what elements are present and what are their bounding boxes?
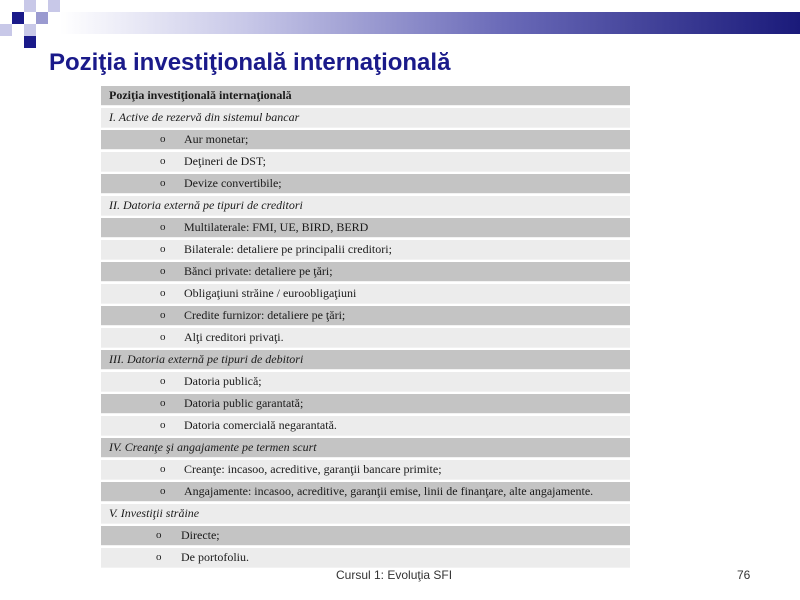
table-item-text: Devize convertibile; <box>184 176 282 190</box>
table-body <box>101 108 630 568</box>
bullet-icon: o <box>160 221 166 233</box>
bullet-icon: o <box>160 485 166 497</box>
table-item-row <box>101 174 630 194</box>
table-item-text: Deţineri de DST; <box>184 154 266 168</box>
bullet-icon: o <box>156 529 162 541</box>
table-item-text: Multilaterale: FMI, UE, BIRD, BERD <box>184 220 369 234</box>
table-item-text: Credite furnizor: detaliere pe ţări; <box>184 308 346 322</box>
table-section-row: III. Datoria externă pe tipuri de debitori <box>101 350 630 370</box>
bullet-icon: o <box>160 419 166 431</box>
table-section-row: II. Datoria externă pe tipuri de creditori <box>101 196 630 216</box>
bullet-icon: o <box>160 155 166 167</box>
table-item-text: Alţi creditori privaţi. <box>184 330 284 344</box>
bullet-icon: o <box>160 309 166 321</box>
bullet-icon: o <box>160 243 166 255</box>
table-header: Poziţia investiţională internaţională <box>101 86 630 106</box>
bullet-icon: o <box>160 397 166 409</box>
table-item-row <box>101 372 630 392</box>
table-section-row: I. Active de rezervă din sistemul bancar <box>101 108 630 128</box>
table-item-text: De portofoliu. <box>181 550 249 564</box>
bullet-icon: o <box>160 331 166 343</box>
table-item-text: Angajamente: incasoo, acreditive, garanţii emise, linii de finanţare, alte angajamente. <box>184 484 594 498</box>
table-item-text: Obligaţiuni străine / euroobligaţiuni <box>184 286 357 300</box>
bullet-icon: o <box>160 463 166 475</box>
table-item-text: Directe; <box>181 528 220 542</box>
table-item-text: Bilaterale: detaliere pe principalii creditori; <box>184 242 392 256</box>
table-item-row <box>101 130 630 150</box>
page-number: 76 <box>737 568 751 582</box>
table-item-text: Datoria comercială negarantată. <box>184 418 337 432</box>
table-section-row: IV. Creanţe şi angajamente pe termen scurt <box>101 438 630 458</box>
bullet-icon: o <box>160 133 166 145</box>
bullet-icon: o <box>160 287 166 299</box>
header-gradient-bar <box>60 12 800 34</box>
table-item-text: Creanţe: incasoo, acreditive, garanţii bancare primite; <box>184 462 442 476</box>
table-item-row <box>101 152 630 172</box>
bullet-icon: o <box>160 375 166 387</box>
table-item-row <box>101 218 630 238</box>
table-item-row <box>101 548 630 568</box>
table-item-row <box>101 460 630 480</box>
table-item-text: Datoria public garantată; <box>184 396 304 410</box>
bullet-icon: o <box>160 177 166 189</box>
table-item-text: Aur monetar; <box>184 132 249 146</box>
table-item-row <box>101 284 630 304</box>
table-item-row <box>101 262 630 282</box>
table-item-row <box>101 328 630 348</box>
bullet-icon: o <box>160 265 166 277</box>
table-item-row <box>101 482 630 502</box>
table-item-row <box>101 416 630 436</box>
table-section-row: V. Investiţii străine <box>101 504 630 524</box>
bullet-icon: o <box>156 551 162 563</box>
slide-title: Poziţia investiţională internaţională <box>49 49 451 76</box>
table-item-row <box>101 240 630 260</box>
table-item-text: Datoria publică; <box>184 374 262 388</box>
table-item-text: Bănci private: detaliere pe ţări; <box>184 264 333 278</box>
investment-position-table <box>101 86 630 570</box>
footer-course-label: Cursul 1: Evoluţia SFI <box>336 568 453 582</box>
table-item-row <box>101 394 630 414</box>
table-item-row <box>101 306 630 326</box>
table-item-row <box>101 526 630 546</box>
